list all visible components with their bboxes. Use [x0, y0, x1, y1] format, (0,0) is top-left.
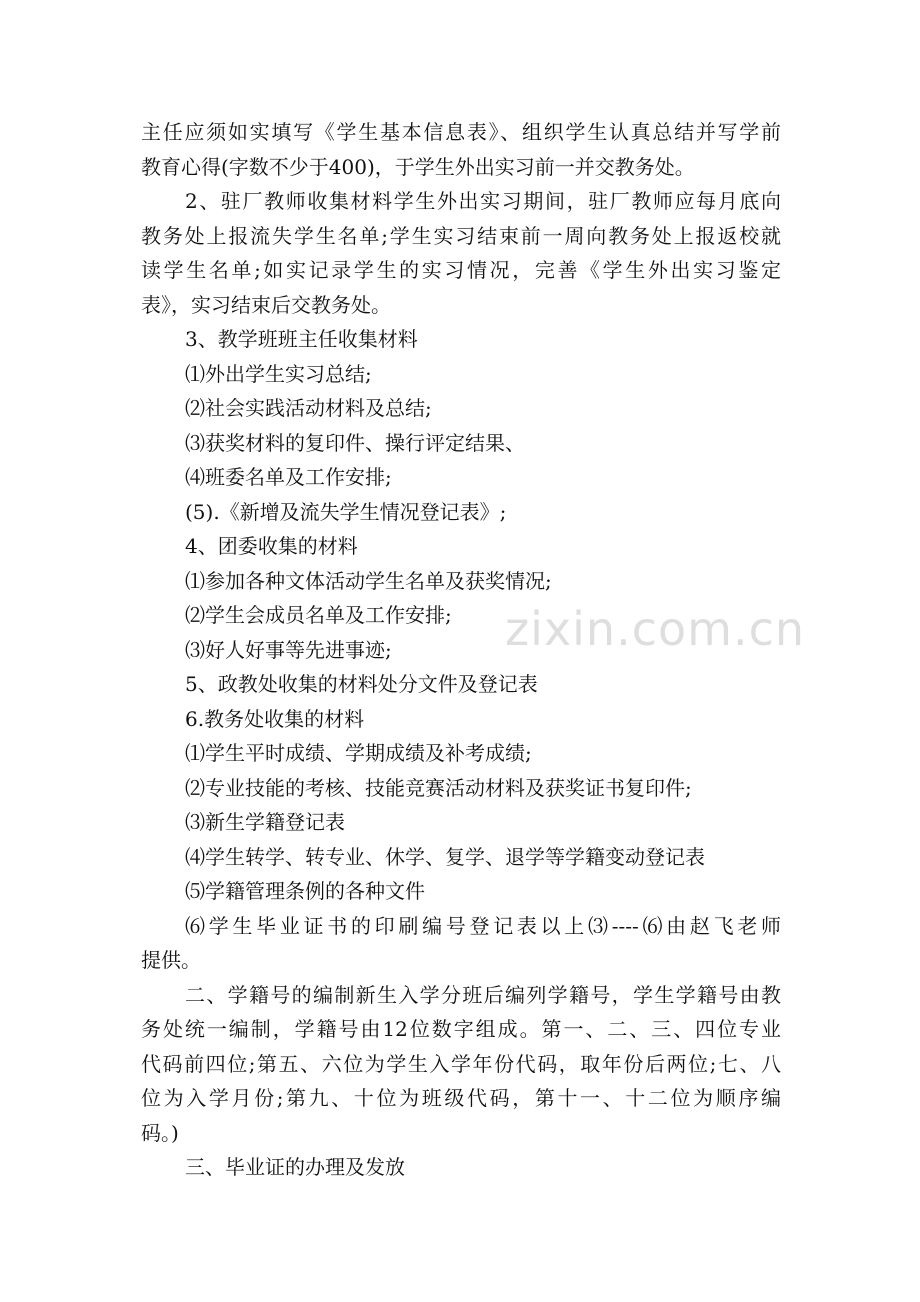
text-line: 务处统一编制，学籍号由12位数字组成。第一、二、三、四位专业 [141, 1017, 781, 1041]
text-line: 主任应须如实填写《学生基本信息表》、组织学生认真总结并写学前 [141, 120, 781, 144]
text-line: ⑶好人好事等先进事迹; [185, 637, 392, 662]
text-line: ⑵学生会成员名单及工作安排; [185, 603, 452, 627]
text-line: 代码前四位;第五、六位为学生入学年份代码，取年份后两位;七、八 [141, 1051, 781, 1076]
text-line: ⑶新生学籍登记表 [185, 810, 345, 834]
text-line: 教育心得(字数不少于400)，于学生外出实习前一并交教务处。 [141, 154, 695, 179]
text-line: ⑷学生转学、转专业、休学、复学、退学等学籍变动登记表 [185, 844, 705, 869]
text-line: 5、政教处收集的材料处分文件及登记表 [185, 672, 538, 696]
text-line: 3、教学班班主任收集材料 [185, 327, 418, 351]
watermark: zixin.com.cn [505, 602, 806, 656]
text-line: 6.教务处收集的材料 [185, 706, 365, 731]
text-line: ⑸学籍管理条例的各种文件 [185, 879, 425, 903]
text-line: 码。) [141, 1120, 179, 1145]
text-line: ⑷班委名单及工作安排; [185, 465, 392, 489]
text-line: (5).《新增及流失学生情况登记表》; [185, 499, 507, 524]
text-line: 读学生名单;如实记录学生的实习情况，完善《学生外出实习鉴定 [141, 258, 781, 282]
text-line: ⑴外出学生实习总结; [185, 361, 372, 386]
text-line: 三、毕业证的办理及发放 [185, 1155, 405, 1179]
text-line: ⑵社会实践活动材料及总结; [185, 396, 432, 420]
text-line: 二、学籍号的编制新生入学分班后编列学籍号，学生学籍号由教 [185, 982, 781, 1007]
text-line: ⑶获奖材料的复印件、操行评定结果、 [185, 430, 525, 455]
text-line: 位为入学月份;第九、十位为班级代码，第十一、十二位为顺序编 [141, 1086, 781, 1110]
text-line: 教务处上报流失学生名单;学生实习结束前一周向教务处上报返校就 [141, 223, 781, 248]
text-line: 2、驻厂教师收集材料学生外出实习期间，驻厂教师应每月底向 [185, 189, 781, 213]
text-line: ⑵专业技能的考核、技能竞赛活动材料及获奖证书复印件; [185, 775, 692, 800]
text-line: 4、团委收集的材料 [185, 534, 358, 558]
text-line: ⑹学生毕业证书的印刷编号登记表以上⑶----⑹由赵飞老师 [185, 913, 781, 938]
text-line: ⑴参加各种文体活动学生名单及获奖情况; [185, 568, 552, 593]
text-line: 提供。 [141, 948, 201, 972]
text-line: 表》，实习结束后交教务处。 [141, 292, 391, 317]
text-line: ⑴学生平时成绩、学期成绩及补考成绩; [185, 741, 532, 765]
